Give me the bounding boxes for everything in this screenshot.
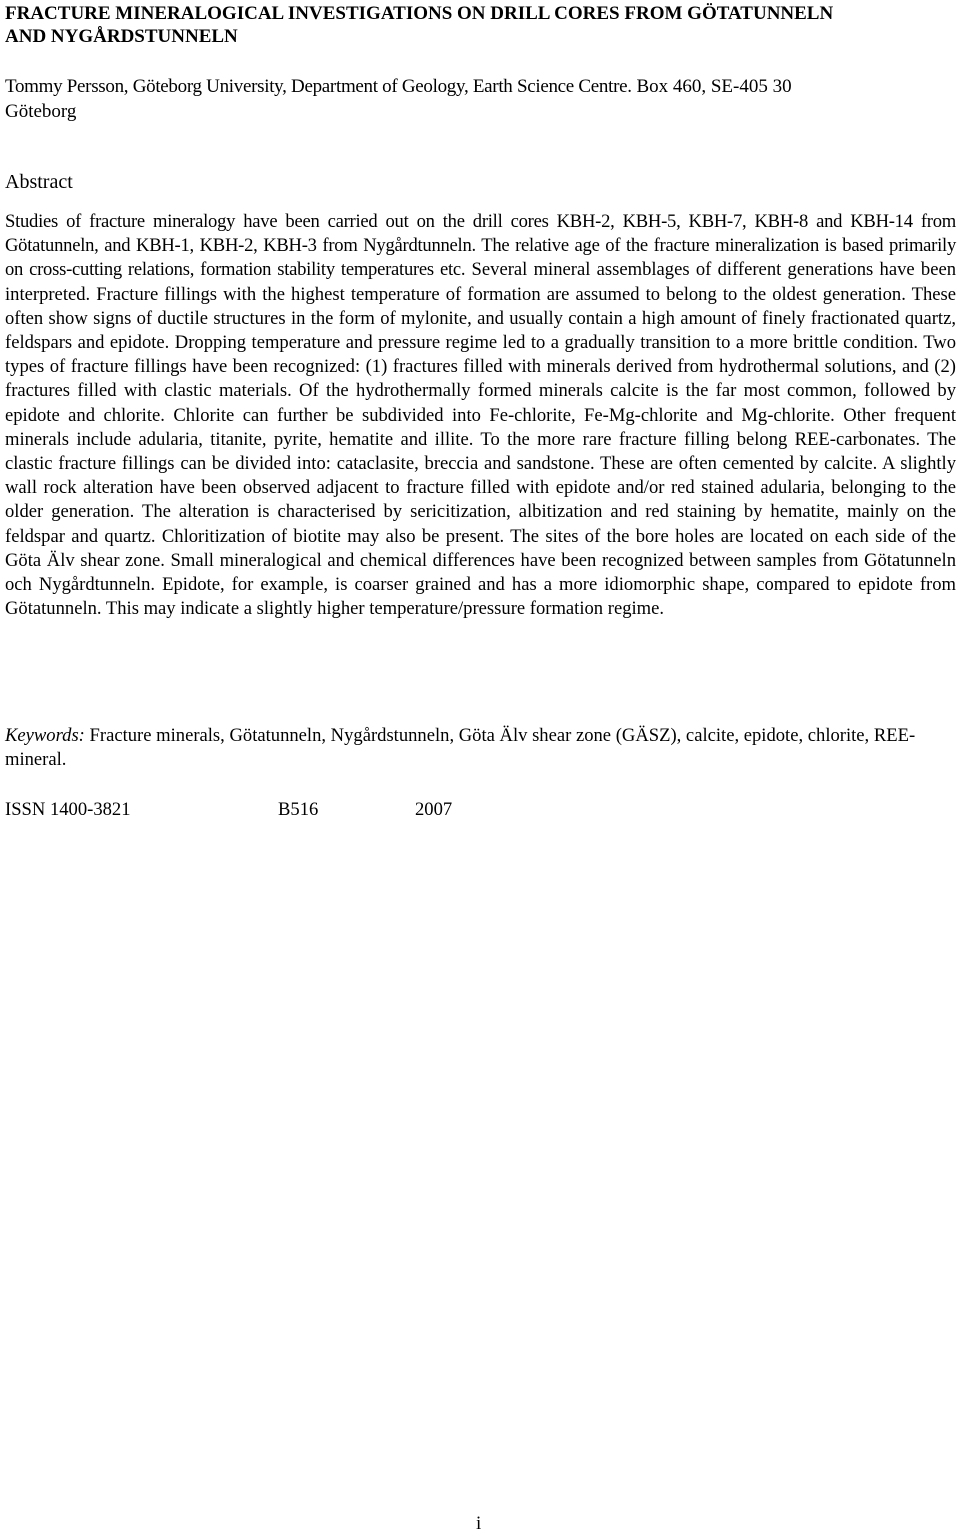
author-city: Göteborg: [5, 101, 77, 122]
abstract-text-part-1: Studies of fracture mineralogy have been carried out on the drill cores KBH-2, KBH-5, KBH-7, KBH-8 and KBH-14 from Götatunneln, and KBH-1, KBH-2, KBH-3 from Nygårdtunneln. The relative age of the fracture mineralization is based primarily on cross-cutting relations, formation stability temperatures etc.: [5, 211, 956, 281]
paper-title-line-2: AND NYGÅRDSTUNNELN: [5, 26, 238, 47]
abstract-text: [5, 210, 956, 621]
author-address: Box 460, SE-405 30: [636, 76, 792, 97]
paper-title: [5, 2, 956, 48]
publication-info: [5, 798, 605, 822]
abstract-heading: Abstract: [5, 171, 73, 193]
author-name-affiliation: Tommy Persson, Göteborg University, Department of Geology, Earth Science Centre.: [5, 76, 632, 97]
abstract-text-part-2: Several mineral assemblages of different generations have been interpreted. Fracture fillings with the highest temperature of formation are assumed to belong to the oldest generation. These often show signs of ductile structures in the form of mylonite, and usually contain a high amount of finely fractionated quartz, feldspars and epidote. Dropping temperature and pressure regime led to a gradually transition to a more brittle condition. Two types of fracture fillings have been recognized: (1) fractures filled with minerals derived from hydrothermal solutions, and (2) fractures filled with clastic materials. Of the hydrothermally formed minerals calcite is the far most common, followed by epidote and chlorite. Chlorite can further be subdivided into Fe-chlorite, Fe-Mg-chlorite and Mg-chlorite. Other frequent minerals include adularia, titanite, pyrite, hematite and illite. To the more rare fracture filling belong REE-carbonates. The clastic fracture fillings can be divided into: cataclasite, breccia and sandstone. These are often cemented by calcite. A slightly wall rock alteration have been observed adjacent to fracture filled with epidote and/or red stained adularia, belonging to the older generation. The alteration is characterised by sericitization, albitization and red staining by hematite, mainly on the feldspar and quartz. Chloritization of biotite may also be present. The sites of the bore holes are located on each side of the Göta Älv shear zone. Small mineralogical and chemical differences have been recognized between samples from Götatunneln och Nygårdtunneln. Epidote, for example, is coarser grained and has a more idiomorphic shape, compared to epidote from Götatunneln. This may indicate a slightly higher temperature/pressure formation regime.: [5, 259, 956, 620]
keywords: [5, 724, 956, 772]
report-number: B516: [278, 799, 319, 820]
keywords-label: Keywords:: [5, 725, 85, 746]
author-affiliation: [5, 74, 956, 124]
publication-year: 2007: [415, 799, 453, 820]
page-number: i: [476, 1513, 482, 1534]
paper-title-line-1: FRACTURE MINERALOGICAL INVESTIGATIONS ON DRILL CORES FROM GÖTATUNNELN: [5, 3, 834, 24]
issn-number: ISSN 1400-3821: [5, 799, 131, 820]
keywords-text: Fracture minerals, Götatunneln, Nygårdstunneln, Göta Älv shear zone (GÄSZ), calcite, epidote, chlorite, REE-mineral.: [5, 725, 916, 771]
